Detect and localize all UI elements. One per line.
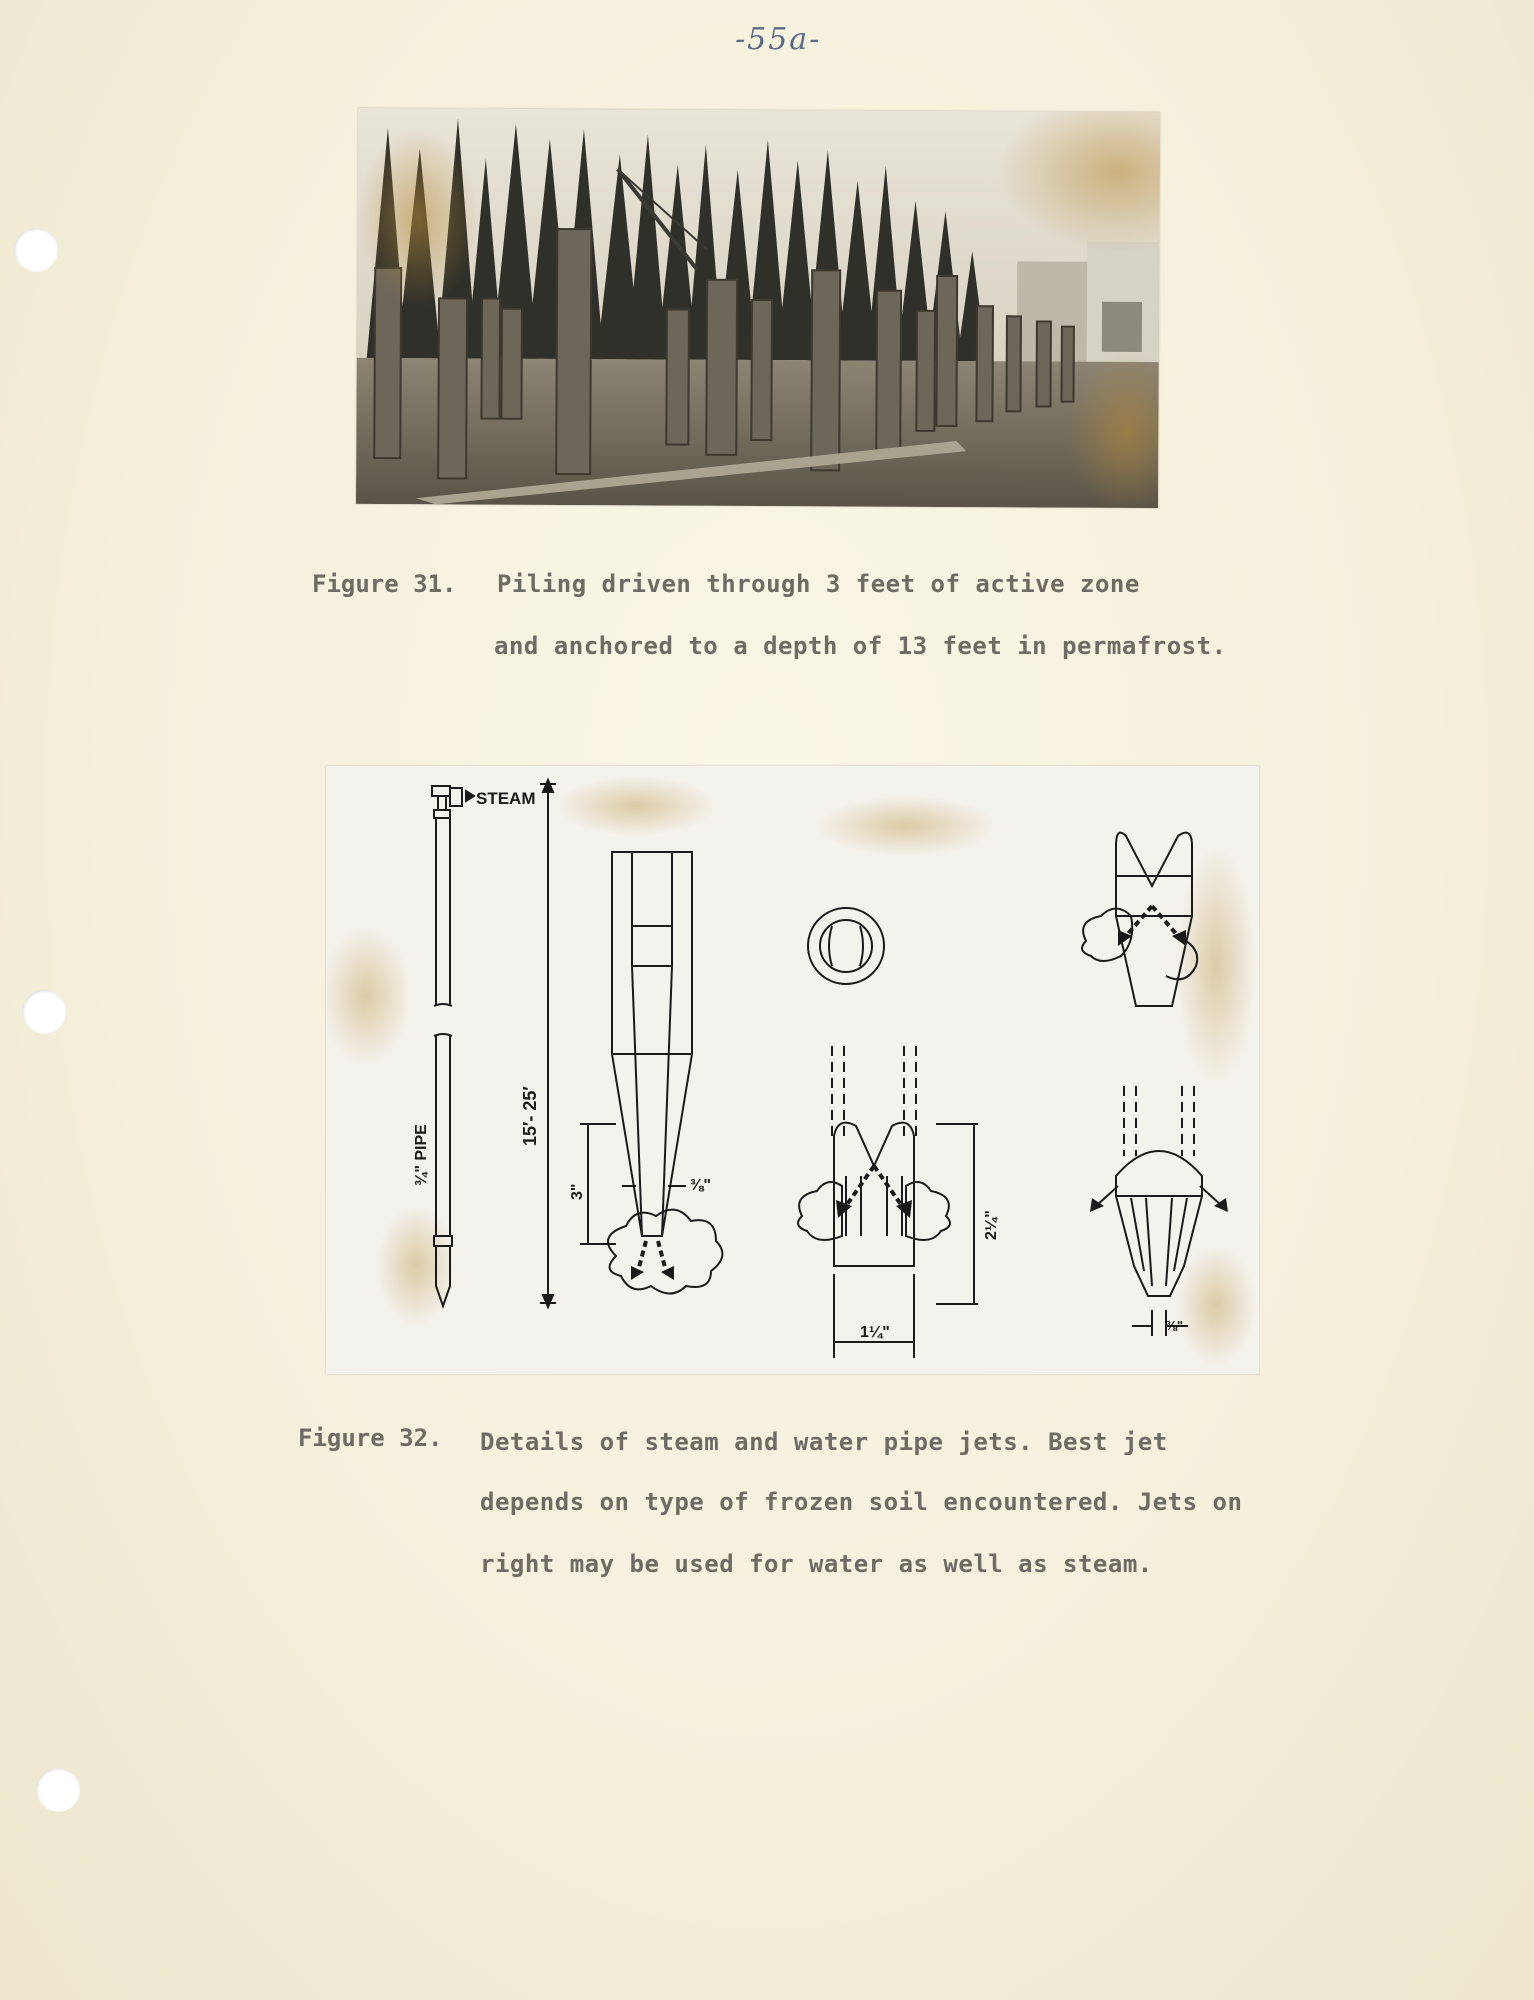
figure-31-caption-line-1: Piling driven through 3 feet of active zone <box>497 570 1140 598</box>
figure-32-caption-line-2: depends on type of frozen soil encountered. Jets on <box>480 1488 1243 1516</box>
binder-hole <box>36 1768 80 1812</box>
tip-width-label: ⅜" <box>690 1177 711 1194</box>
figure-31-caption-line-2: and anchored to a depth of 13 feet in permafrost. <box>494 632 1227 660</box>
piling-photo-image <box>356 108 1160 508</box>
pipe-jet-drawing <box>326 766 1259 1374</box>
jet-width-label: 1¼" <box>860 1324 890 1341</box>
figure-31-label: Figure 31. <box>312 570 457 598</box>
jet-tip-width-label: ⅜" <box>1166 1318 1184 1333</box>
pipe-size-label: ¾" PIPE <box>413 1124 430 1186</box>
tip-length-label: 3" <box>569 1183 586 1200</box>
steam-label: STEAM <box>476 789 536 808</box>
binder-hole <box>22 990 66 1034</box>
pipe-jet-diagram <box>326 766 1259 1374</box>
pipe-length-label: 15′- 25′ <box>520 1086 540 1146</box>
figure-32-caption-line-3: right may be used for water as well as steam. <box>480 1550 1153 1578</box>
binder-hole <box>14 228 58 272</box>
figure-32-caption-line-1: Details of steam and water pipe jets. Best jet <box>480 1428 1168 1456</box>
jet-height-label: 2¼" <box>983 1210 1000 1240</box>
page-number: -55a- <box>735 22 822 57</box>
figure-32-label: Figure 32. <box>298 1424 443 1452</box>
piling-photograph <box>356 108 1160 508</box>
